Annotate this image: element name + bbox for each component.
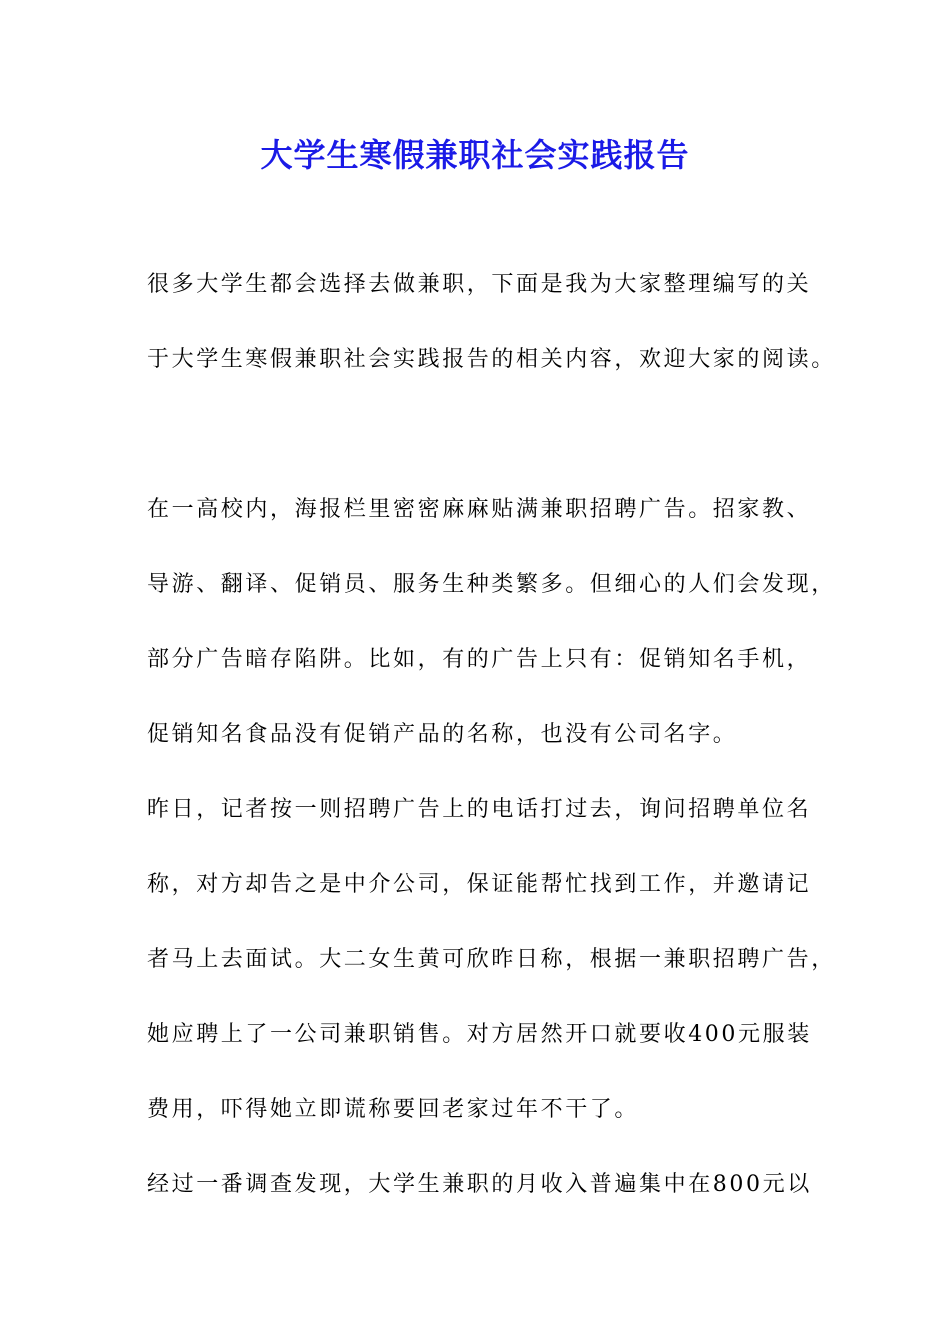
intro-line-1: 很多大学生都会选择去做兼职，下面是我为大家整理编写的关	[147, 272, 812, 297]
paragraph-line: 她应聘上了一公司兼职销售。对方居然开口就要收400元服装	[147, 1022, 812, 1047]
paragraph-line: 者马上去面试。大二女生黄可欣昨日称，根据一兼职招聘广告，	[147, 947, 836, 972]
paragraph-line: 称，对方却告之是中介公司，保证能帮忙找到工作，并邀请记	[147, 872, 812, 897]
paragraph-line: 昨日，记者按一则招聘广告上的电话打过去，询问招聘单位名	[147, 797, 812, 822]
paragraph-line: 费用，吓得她立即谎称要回老家过年不干了。	[147, 1097, 640, 1122]
paragraph-line: 促销知名食品没有促销产品的名称，也没有公司名字。	[147, 722, 738, 747]
paragraph-line: 导游、翻译、促销员、服务生种类繁多。但细心的人们会发现，	[147, 572, 836, 597]
intro-line-2: 于大学生寒假兼职社会实践报告的相关内容，欢迎大家的阅读。	[147, 347, 836, 372]
paragraph-line: 在一高校内，海报栏里密密麻麻贴满兼职招聘广告。招家教、	[147, 497, 812, 522]
paragraph-line: 经过一番调查发现，大学生兼职的月收入普遍集中在800元以	[147, 1172, 812, 1197]
paragraph-line: 部分广告暗存陷阱。比如，有的广告上只有：促销知名手机，	[147, 647, 812, 672]
document-title: 大学生寒假兼职社会实践报告	[260, 136, 690, 174]
